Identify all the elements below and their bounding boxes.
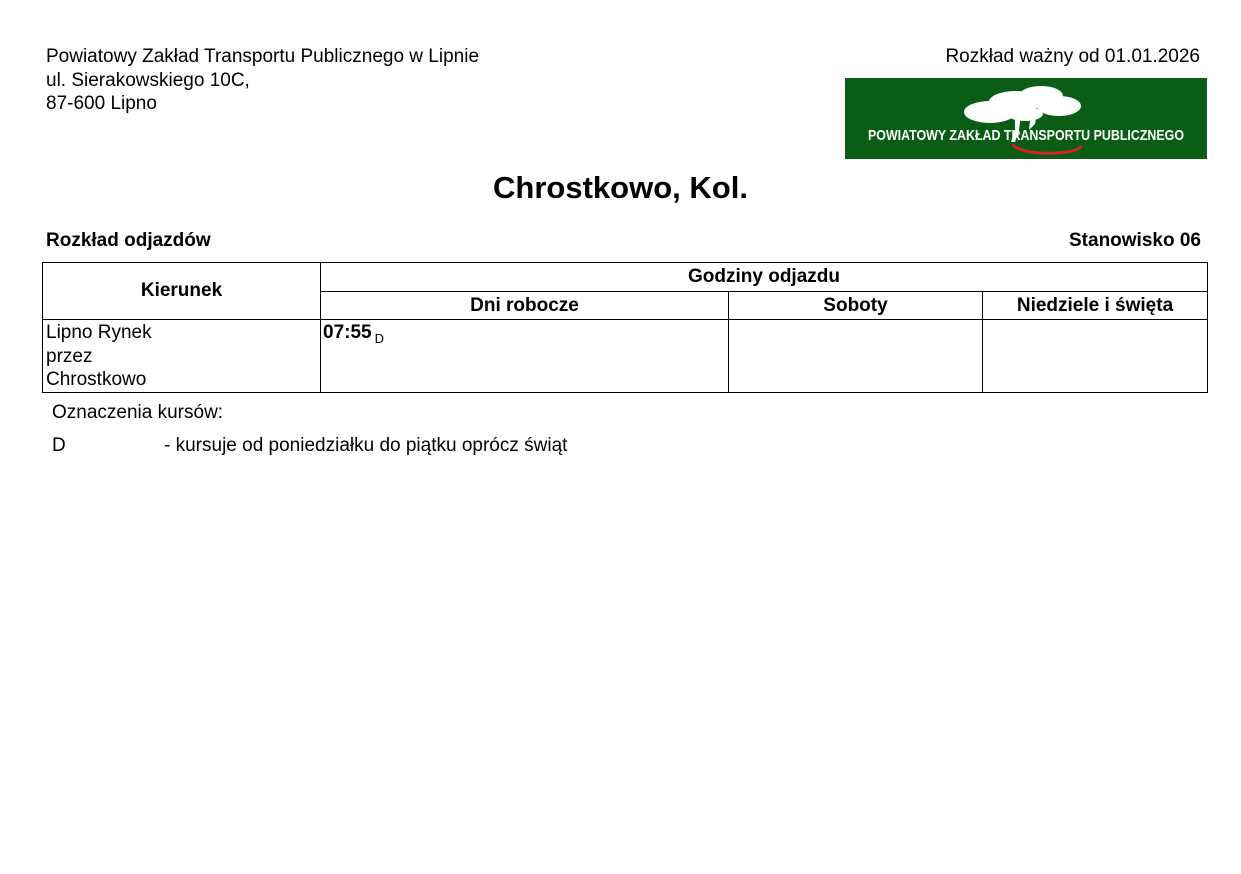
company-city: 87-600 Lipno	[46, 93, 157, 114]
logo-text: POWIATOWY ZAKŁAD TRANSPORTU PUBLICZNEGO	[868, 127, 1185, 144]
direction-name: Lipno Rynek przez Chrostkowo	[46, 322, 152, 390]
weekdays-cell	[321, 320, 729, 393]
legend-code: D	[52, 435, 66, 456]
timetable	[42, 262, 1208, 393]
column-header-departures: Godziny odjazdu	[321, 263, 1208, 292]
departure-time-entry	[321, 320, 728, 346]
schedule-label: Rozkład odjazdów	[46, 230, 211, 251]
sunday-times	[983, 320, 1207, 322]
column-header-weekdays: Dni robocze	[321, 292, 729, 320]
company-street: ul. Sierakowskiego 10C,	[46, 69, 250, 91]
company-name: Powiatowy Zakład Transportu Publicznego w Lipnie	[46, 46, 480, 67]
legend-heading: Oznaczenia kursów:	[52, 402, 224, 423]
stop-name-title: Chrostkowo, Kol.	[493, 170, 748, 205]
legend-description: - kursuje od poniedziałku do piątku oprócz świąt	[164, 435, 568, 456]
column-header-sundays: Niedziele i święta	[983, 292, 1208, 320]
column-header-saturdays: Soboty	[729, 292, 983, 320]
pztp-logo-graphic	[845, 78, 1207, 159]
saturdays-cell	[729, 320, 983, 393]
column-header-direction: Kierunek	[43, 263, 321, 320]
company-logo	[845, 78, 1207, 159]
platform-label: Stanowisko 06	[1069, 230, 1201, 251]
direction-cell	[43, 320, 321, 393]
company-address	[46, 45, 479, 116]
departure-time: 07:55	[323, 322, 372, 343]
course-mark: D	[374, 331, 384, 346]
sundays-cell	[983, 320, 1208, 393]
table-row	[43, 320, 1208, 393]
saturday-times	[729, 320, 982, 322]
valid-from-date: Rozkład ważny od 01.01.2026	[945, 46, 1200, 67]
